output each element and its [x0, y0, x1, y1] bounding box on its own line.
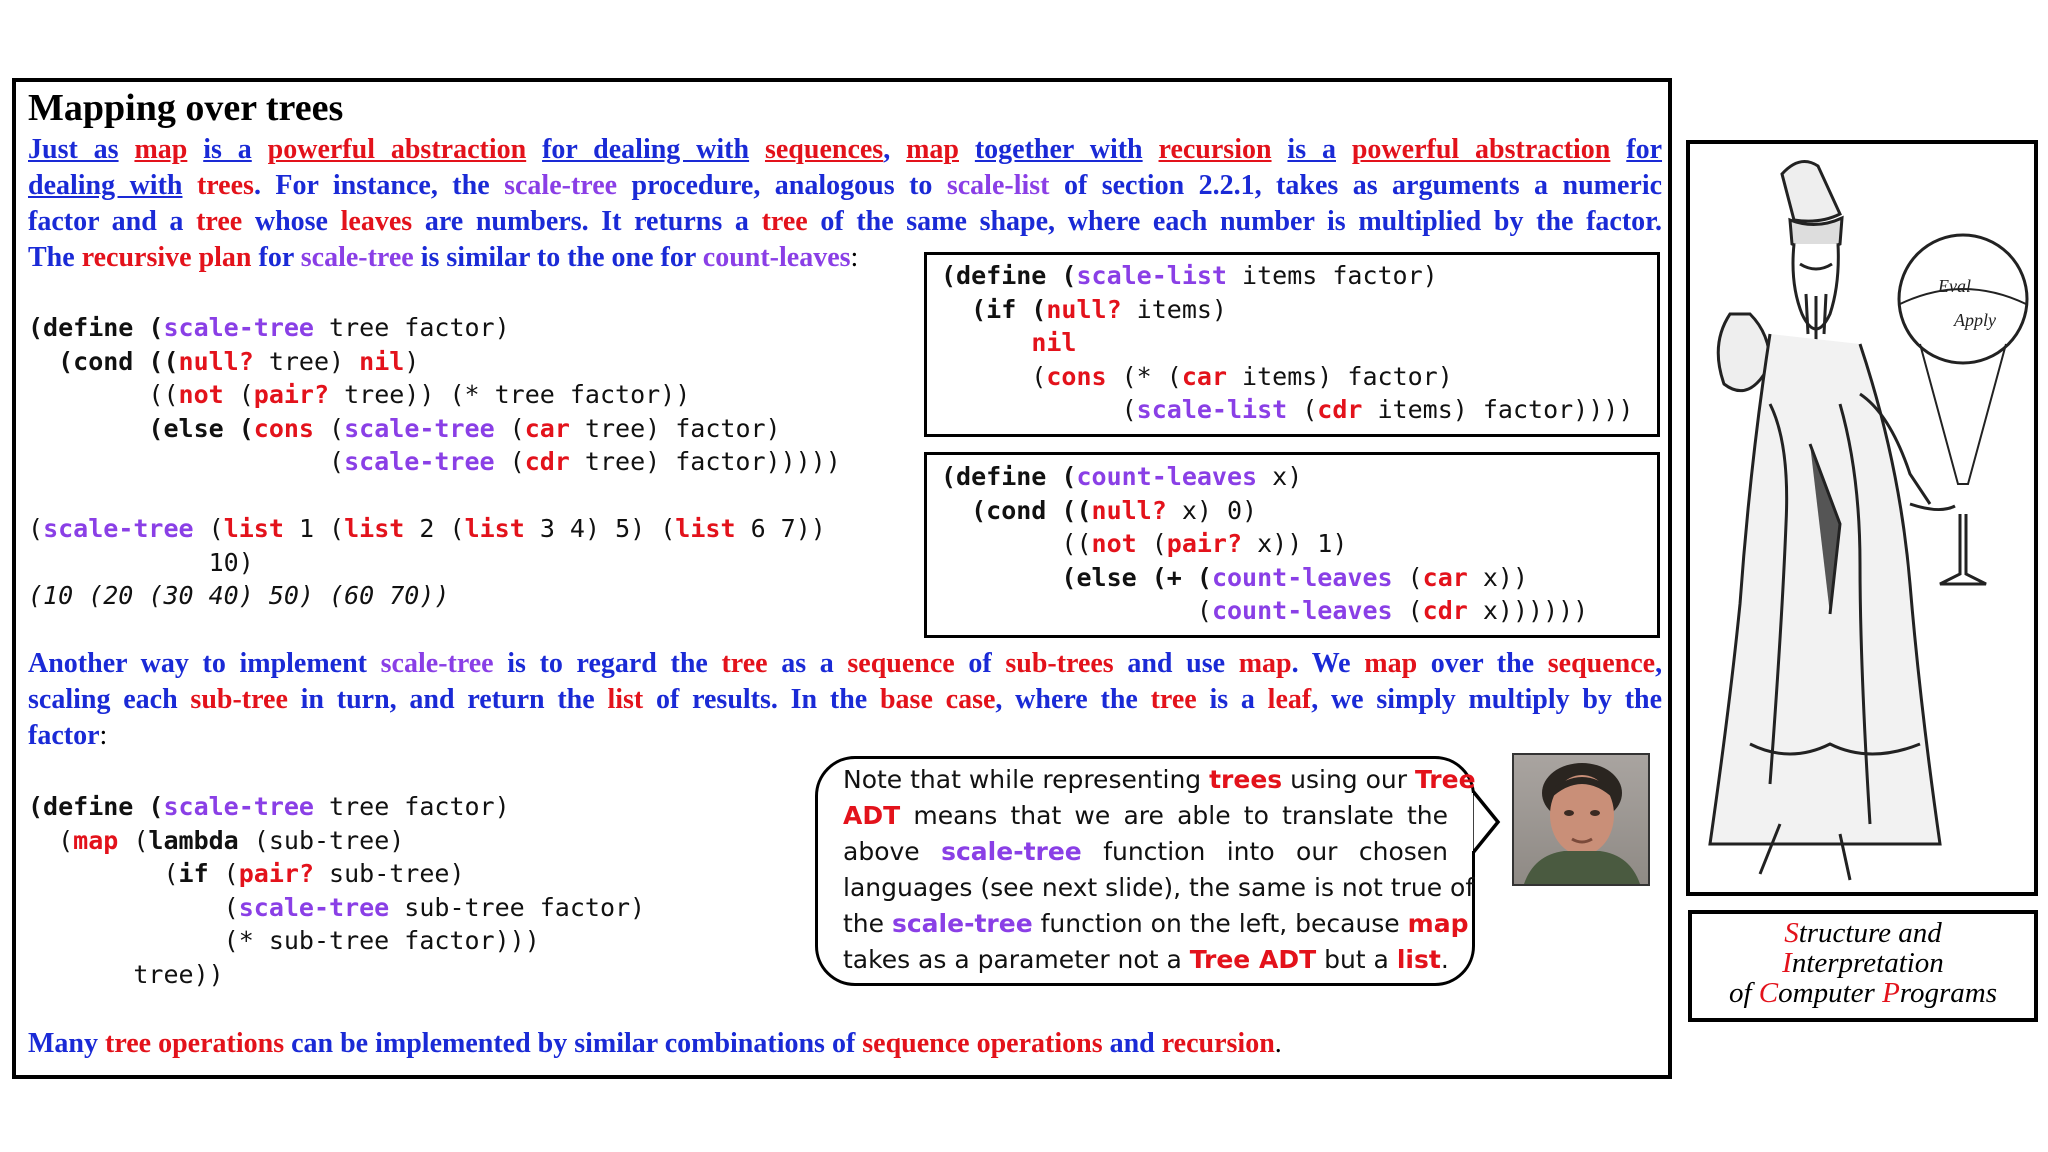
code-scale-list: (define (scale-list items factor) (if (null? items) nil (cons (* (car items) factor) (scale-list (cdr items) factor)))) — [941, 261, 1634, 424]
apply-label: Apply — [1954, 310, 1996, 330]
code-scale-tree-recursive: (define (scale-tree tree factor) (cond ((null? tree) nil) ((not (pair? tree)) (* tree factor)) (else (cons (scale-tree (car tree) factor) (scale-tree (cdr tree) factor))))) (scale-tree (list 1 (list 2 (list 3 4) 5) (list 6 7)) 10) (10 (20 (30 40) 50) (60 70)) — [28, 313, 841, 610]
another-line-3: factor: — [28, 720, 108, 751]
another-line-2: scaling each sub-tree in turn, and return the list of results. In the base case, where the tree is a leaf, we simply multiply by the — [28, 684, 1663, 715]
another-way-paragraph — [28, 646, 1662, 754]
footer-sentence: Many tree operations can be implemented by similar combinations of sequence operations and recursion. — [28, 1028, 1282, 1059]
person-portrait-icon — [1514, 755, 1648, 884]
wizard-icon — [1690, 144, 2034, 892]
sicp-title: Structure and Interpretation of Computer Programs — [1728, 917, 1998, 1009]
note-text: Note that while representing trees using our Tree ADT means that we are able to translate the above scale-tree function into our chosen languages (see next slide), the same is not true of the scale-tree function on the left, because map takes as a parameter not a Tree ADT but a list. — [843, 765, 1476, 974]
code-scale-tree-map: (define (scale-tree tree factor) (map (lambda (sub-tree) (if (pair? sub-tree) (scale-tree sub-tree factor) (* sub-tree factor))) tree)) — [28, 792, 646, 989]
intro-line-2: dealing with trees. For instance, the scale-tree procedure, analogous to scale-list of section 2.2.1, takes as arguments a numeric — [28, 170, 1663, 201]
eval-label: Eval — [1938, 276, 1971, 296]
sicp-wizard-illustration — [1686, 140, 2038, 896]
speech-bubble-tail — [1472, 790, 1502, 854]
intro-line-1: Just as map is a powerful abstraction for dealing with sequences, map together with recursion is a powerful abstraction for — [28, 134, 1663, 165]
intro-line-3: factor and a tree whose leaves are numbers. It returns a tree of the same shape, where each number is multiplied by the factor. — [28, 206, 1663, 237]
another-line-1: Another way to implement scale-tree is to regard the tree as a sequence of sub-trees and use map. We map over the sequence, — [28, 648, 1663, 679]
code-count-leaves: (define (count-leaves x) (cond ((null? x) 0) ((not (pair? x)) 1) (else (+ (count-leaves (car x)) (count-leaves (cdr x)))))) — [941, 462, 1589, 625]
author-photo — [1512, 753, 1650, 886]
slide-title: Mapping over trees — [28, 87, 344, 129]
intro-line-4: The recursive plan for scale-tree is similar to the one for count-leaves: — [28, 242, 859, 273]
